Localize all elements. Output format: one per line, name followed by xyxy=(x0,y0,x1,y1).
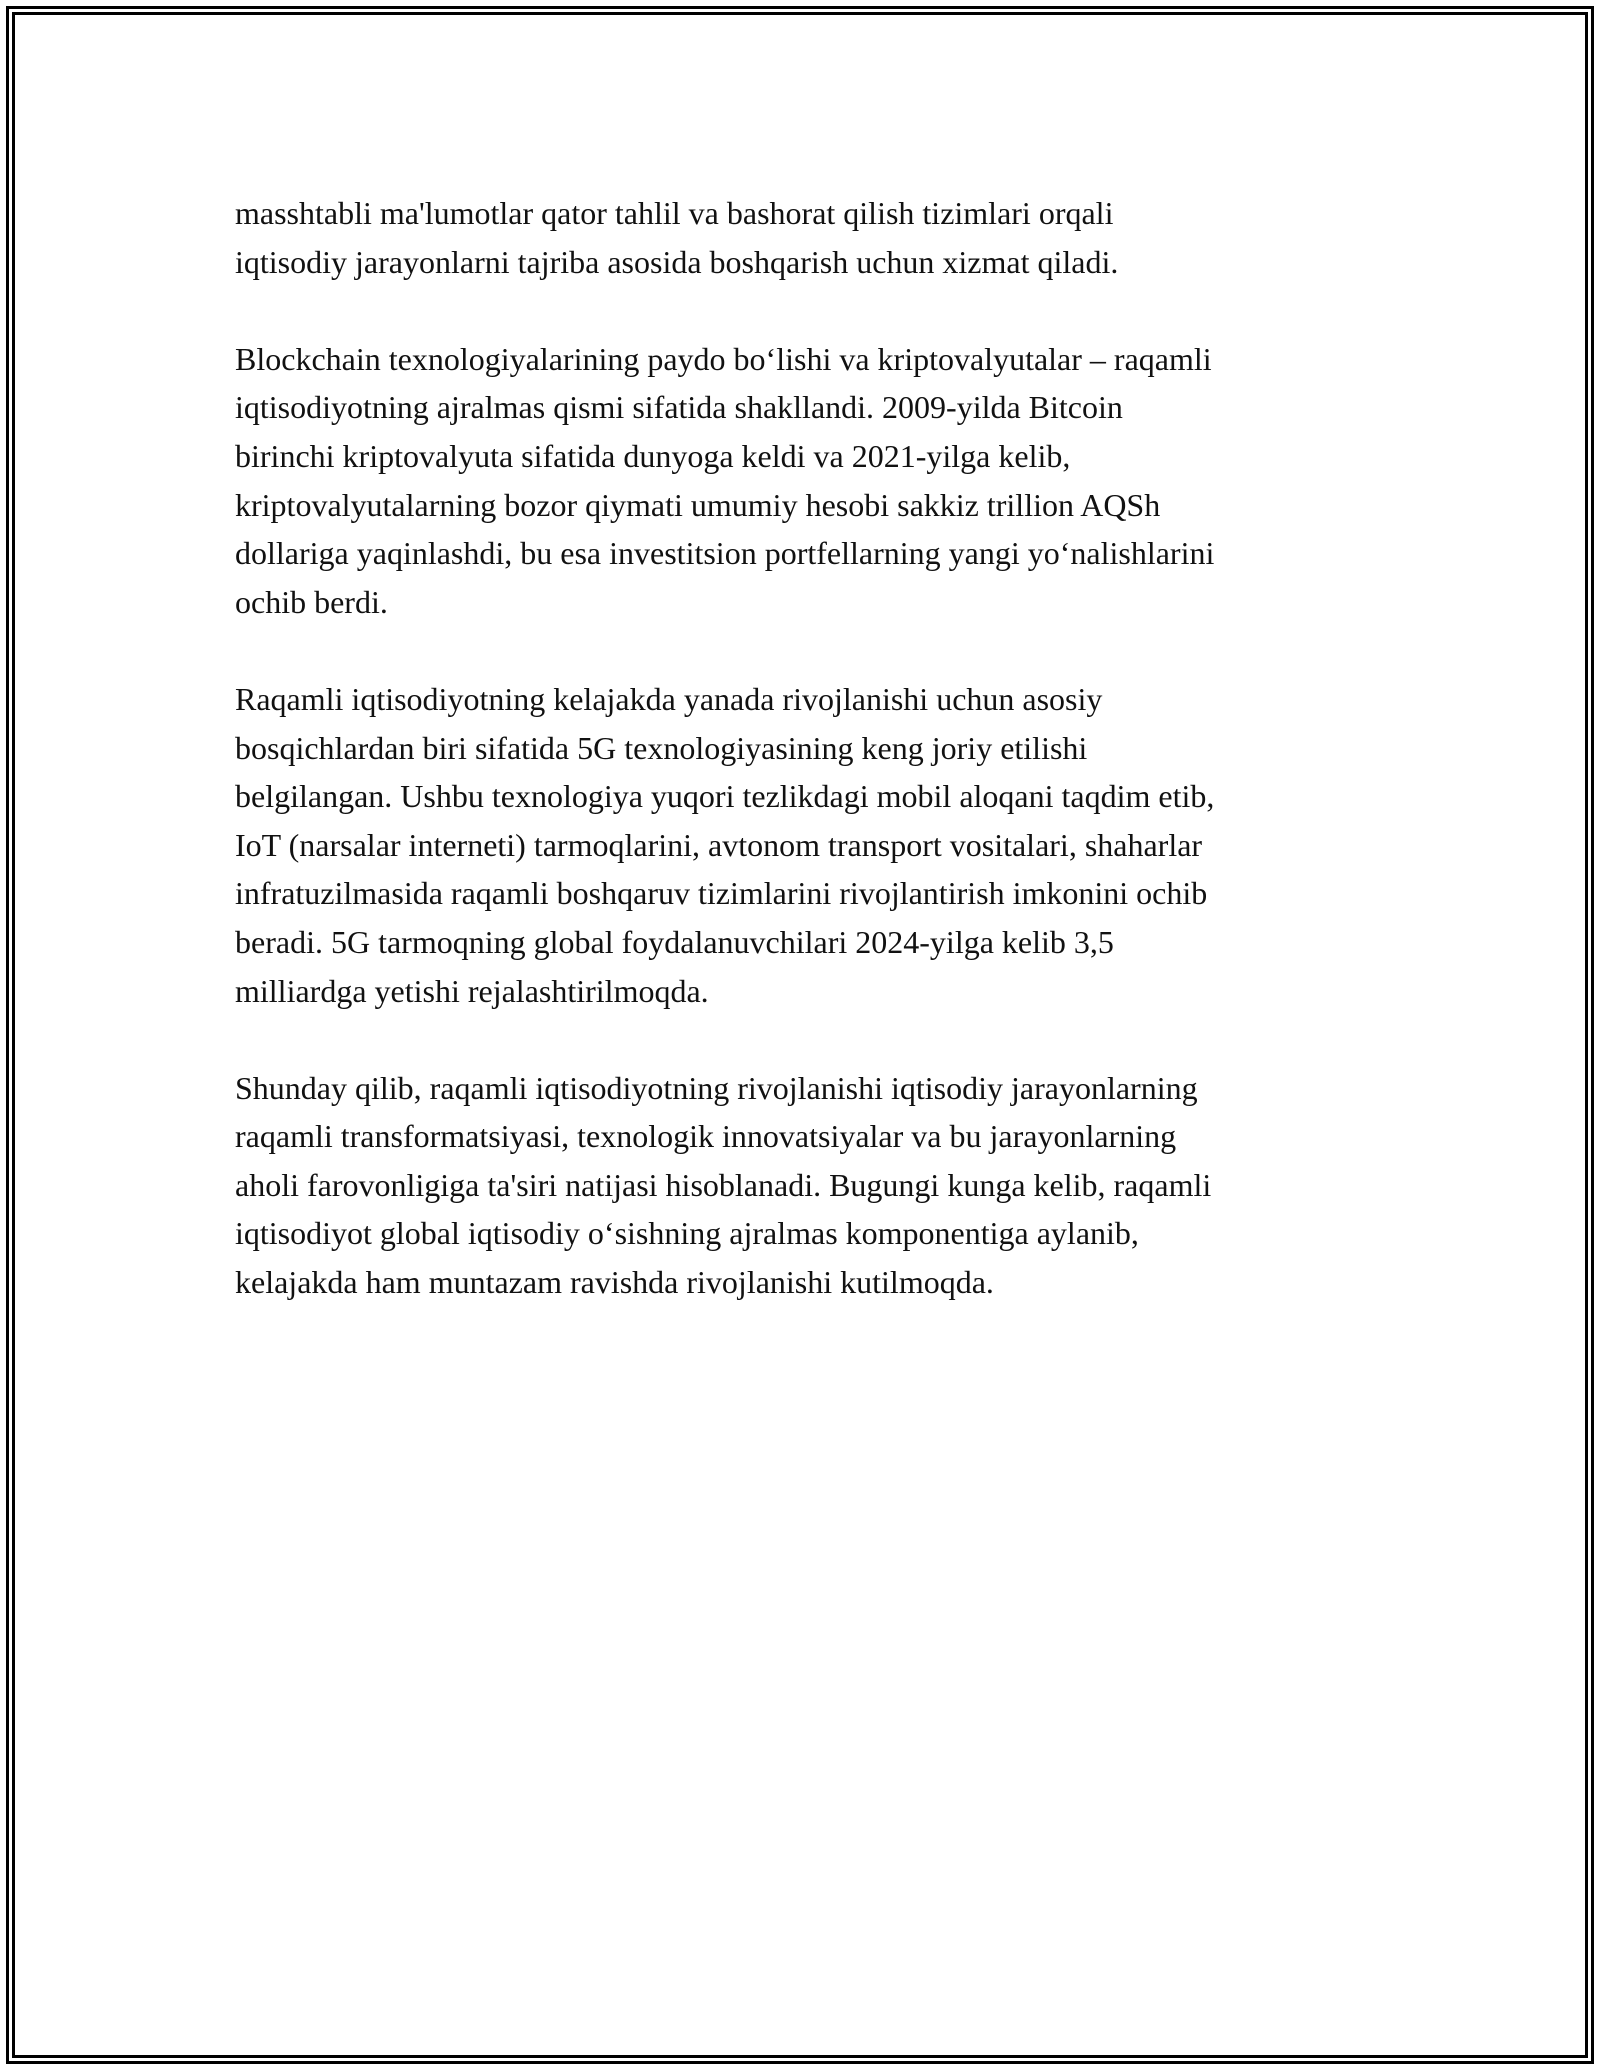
paragraph-blockchain xyxy=(235,335,1365,627)
text-line: ochib berdi. xyxy=(235,583,388,620)
paragraph-conclusion xyxy=(235,1064,1365,1307)
text-line: Blockchain texnologiyalarining paydo bo‘lishi va kriptovalyutalar – raqamli xyxy=(235,340,1212,377)
text-line: raqamli transformatsiyasi, texnologik innovatsiyalar va bu jarayonlarning xyxy=(235,1118,1177,1155)
text-line: birinchi kriptovalyuta sifatida dunyoga keldi va 2021-yilga kelib, xyxy=(235,437,1071,474)
document-body xyxy=(235,189,1365,1307)
text-line: iqtisodiy jarayonlarni tajriba asosida boshqarish uchun xizmat qiladi. xyxy=(235,243,1119,280)
text-line: kelajakda ham muntazam ravishda rivojlanishi kutilmoqda. xyxy=(235,1264,994,1301)
text-line: dollariga yaqinlashdi, bu esa investitsion portfellarning yangi yo‘nalishlarini xyxy=(235,535,1215,572)
text-line: belgilangan. Ushbu texnologiya yuqori tezlikdagi mobil aloqani taqdim etib, xyxy=(235,778,1215,815)
text-line: Raqamli iqtisodiyotning kelajakda yanada rivojlanishi uchun asosiy xyxy=(235,680,1103,717)
text-line: kriptovalyutalarning bozor qiymati umumiy hesobi sakkiz trillion AQSh xyxy=(235,486,1161,523)
text-line: iqtisodiyot global iqtisodiy o‘sishning ajralmas komponentiga aylanib, xyxy=(235,1215,1139,1252)
text-line: aholi farovonligiga ta'siri natijasi hisoblanadi. Bugungi kunga kelib, raqamli xyxy=(235,1166,1212,1203)
paragraph-big-data xyxy=(235,189,1365,286)
text-line: infratuzilmasida raqamli boshqaruv tizimlarini rivojlantirish imkonini ochib xyxy=(235,875,1208,912)
text-line: Shunday qilib, raqamli iqtisodiyotning rivojlanishi iqtisodiy jarayonlarning xyxy=(235,1069,1198,1106)
text-line: iqtisodiyotning ajralmas qismi sifatida shakllandi. 2009-yilda Bitcoin xyxy=(235,389,1123,426)
text-line: bosqichlardan biri sifatida 5G texnologiyasining keng joriy etilishi xyxy=(235,729,1088,766)
text-line: masshtabli ma'lumotlar qator tahlil va bashorat qilish tizimlari orqali xyxy=(235,195,1114,231)
text-line: milliardga yetishi rejalashtirilmoqda. xyxy=(235,972,709,1009)
text-line: beradi. 5G tarmoqning global foydalanuvchilari 2024-yilga kelib 3,5 xyxy=(235,923,1114,960)
paragraph-5g xyxy=(235,675,1365,1015)
text-line: IoT (narsalar interneti) tarmoqlarini, avtonom transport vositalari, shaharlar xyxy=(235,826,1203,863)
